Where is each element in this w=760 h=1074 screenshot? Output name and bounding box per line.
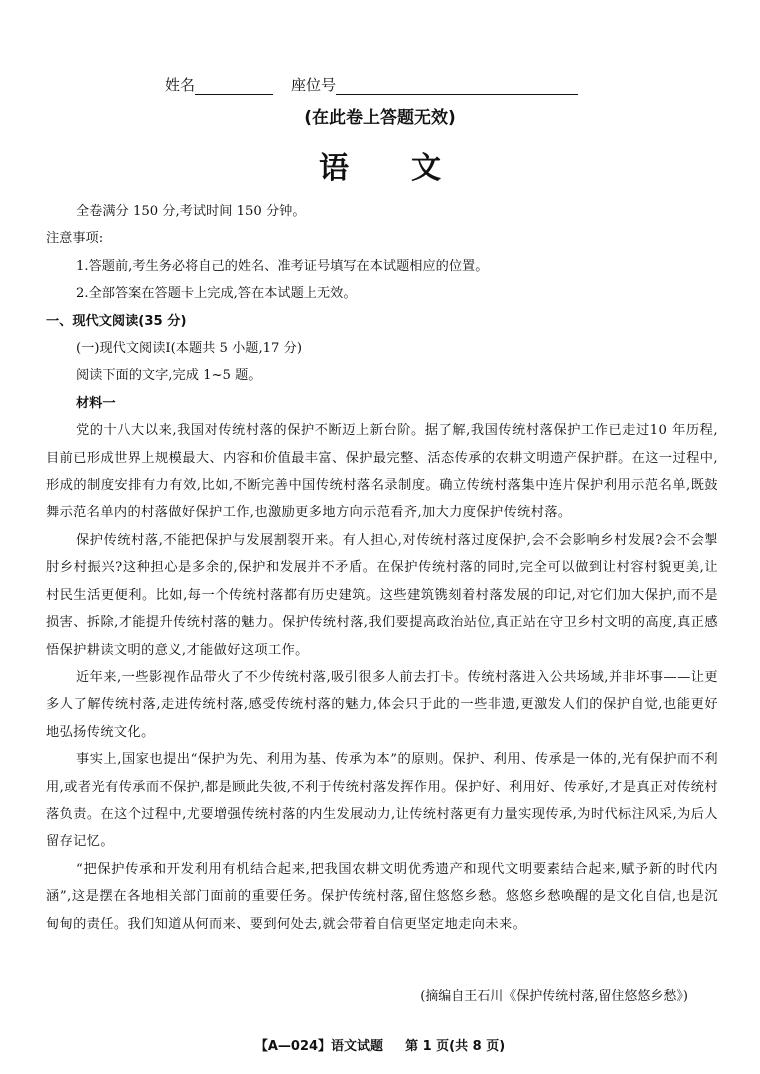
section-title: 一、现代文阅读(35 分) bbox=[46, 313, 187, 329]
reading-instruction: 阅读下面的文字,完成 1~5 题。 bbox=[76, 368, 262, 384]
note-item-2: 2.全部答案在答题卡上完成,答在本试题上无效。 bbox=[76, 286, 357, 302]
notes-title: 注意事项: bbox=[46, 231, 104, 247]
exam-content bbox=[46, 198, 718, 938]
note-item-1: 1.答题前,考生务必将自己的姓名、准考证号填写在本试题相应的位置。 bbox=[76, 258, 489, 274]
subject-title: 语文 bbox=[319, 151, 503, 186]
paragraph-4: 事实上,国家也提出“保护为先、利用为基、传承为本”的原则。保护、利用、传承是一体的,光有保护而不利用,或者光有传承而不保护,都是顾此失彼,不利于传统村落发挥作用。保护好、利用好、传承好,才是真正对传统村落负责。在这个过程中,尤要增强传统村落的内生发展动力,让传统村落更有力量实现传承,为时代标注风采,为后人留存记忆。 bbox=[46, 752, 718, 850]
seat-label: 座位号 bbox=[291, 76, 337, 94]
name-label: 姓名 bbox=[165, 76, 196, 94]
total-score-line: 全卷满分 150 分,考试时间 150 分钟。 bbox=[76, 204, 306, 219]
page-number: 第 1 页(共 8 页) bbox=[405, 1039, 506, 1054]
material-label: 材料一 bbox=[76, 395, 116, 411]
paragraph-1: 党的十八大以来,我国对传统村落的保护不断迈上新台阶。据了解,我国传统村落保护工作已走过10 年历程,目前已形成世界上规模最大、内容和价值最丰富、保护最完整、活态传承的农耕文明遗产保护群。在这一过程中,形成的制度安排有力有效,比如,不断完善中国传统村落名录制度。确立传统村落集中连片保护利用示范名单,既鼓舞示范名单内的村落做好保护工作,也激励更多地方向示范看齐,加大力度保护传统村落。 bbox=[46, 423, 718, 521]
source-citation: (摘编自王石川《保护传统村落,留住悠悠乡愁》) bbox=[420, 989, 688, 1004]
paragraph-3: 近年来,一些影视作品带火了不少传统村落,吸引很多人前去打卡。传统村落进入公共场域,并非坏事——让更多人了解传统村落,走进传统村落,感受传统村落的魅力,体会只于此的一些非遗,更激发人们的保护自觉,也能更好地弘扬传统文化。 bbox=[46, 669, 718, 740]
subsection-title: (一)现代文阅读Ⅰ(本题共 5 小题,17 分) bbox=[76, 341, 302, 357]
exam-code: 【A—024】语文试题 bbox=[254, 1039, 384, 1054]
paragraph-2: 保护传统村落,不能把保护与发展割裂开来。有人担心,对传统村落过度保护,会不会影响乡村发展?会不会掣肘乡村振兴?这种担心是多余的,保护和发展并不矛盾。在保护传统村落的同时,完全可以做到让村容村貌更美,让村民生活更便利。比如,每一个传统村落都有历史建筑。这些建筑镌刻着村落发展的印记,对它们加大保护,而不是损害、拆除,才能提升传统村落的魅力。保护传统村落,我们要提高政治站位,真正站在守卫乡村文明的高度,真正感悟保护耕读文明的意义,才能做好这项工作。 bbox=[46, 532, 718, 658]
invalid-answer-notice: (在此卷上答题无效) bbox=[304, 108, 456, 128]
name-blank[interactable] bbox=[195, 78, 273, 95]
page-footer bbox=[0, 1035, 760, 1054]
paragraph-5: “把保护传承和开发利用有机结合起来,把我国农耕文明优秀遗产和现代文明要素结合起来,赋予新的时代内涵”,这是摆在各地相关部门面前的重要任务。保护传统村落,留住悠悠乡愁。悠悠乡愁唤醒的是文化自信,也是沉甸甸的责任。我们知道从何而来、要到何处去,就会带着自信更坚定地走向未来。 bbox=[46, 861, 718, 932]
seat-blank[interactable] bbox=[336, 78, 578, 95]
candidate-info-row bbox=[165, 73, 605, 95]
